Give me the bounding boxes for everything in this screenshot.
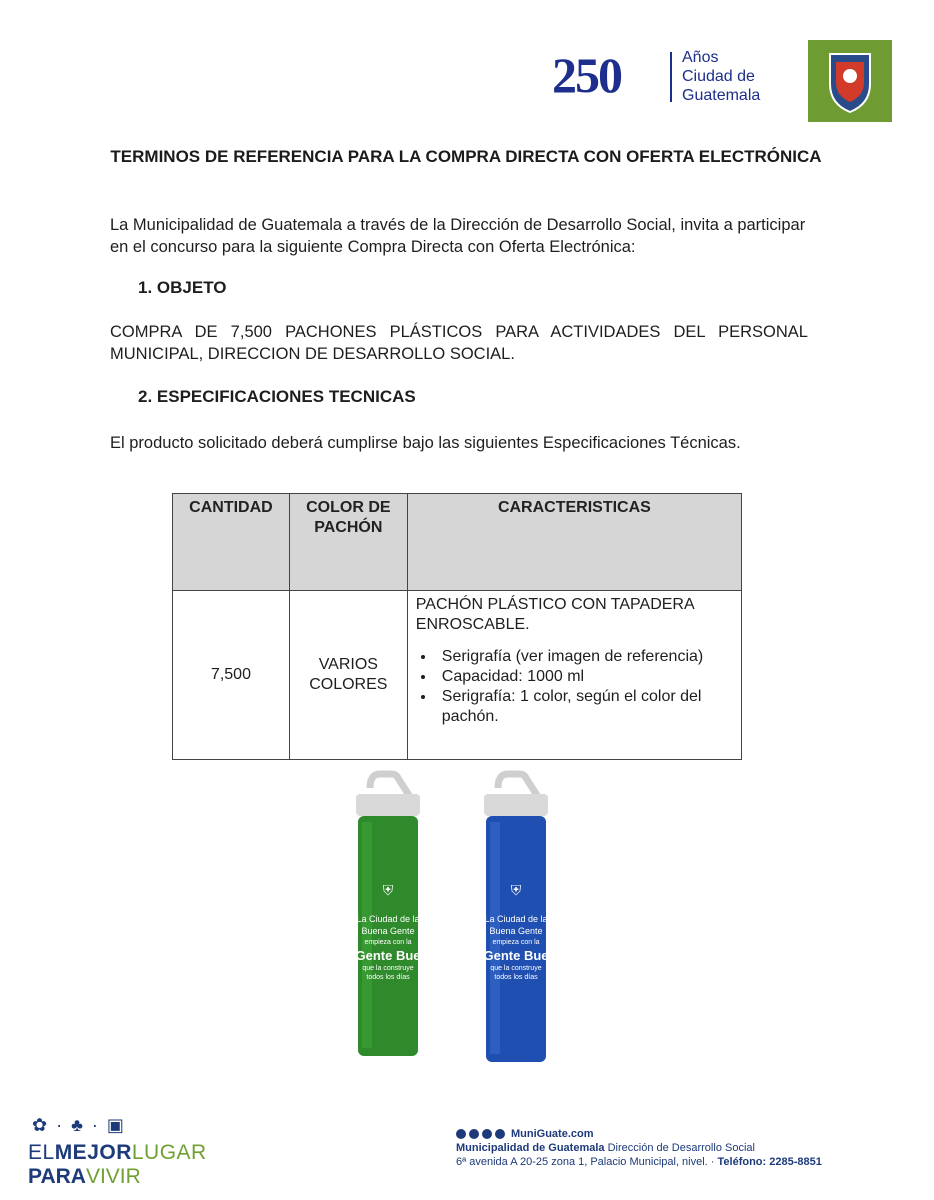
cell-cantidad: 7,500	[173, 591, 290, 760]
footer-slogan	[28, 1115, 248, 1195]
svg-text:que la construye: que la construye	[490, 965, 542, 972]
municipal-crest-logo	[808, 40, 892, 122]
logo-number: 250	[552, 47, 621, 103]
instagram-icon	[482, 1129, 492, 1139]
slogan-line-1: ELMEJORLUGAR	[28, 1141, 207, 1164]
svg-text:empieza con la: empieza con la	[492, 939, 540, 946]
header-color: COLOR DE PACHÓN	[289, 494, 407, 591]
svg-text:⛨: ⛨	[382, 882, 394, 898]
green-bottle	[355, 774, 420, 1056]
section-objeto-body: COMPRA DE 7,500 PACHONES PLÁSTICOS PARA ACTIVIDADES DEL PERSONAL MUNICIPAL, DIRECCION DE DESARROLLO SOCIAL.	[110, 323, 808, 363]
list-item: • Serigrafía: 1 color, según el color del pachón.	[436, 687, 733, 727]
intro-paragraph: La Municipalidad de Guatemala a través de la Dirección de Desarrollo Social, invita a participar en el concurso para la siguiente Compra Directa con Oferta Electrónica:	[110, 216, 806, 256]
footer-address-line: 6ª avenida A 20-25 zona 1, Palacio Municipal, nivel. · Teléfono: 2285-8851	[456, 1156, 822, 1168]
svg-text:La Ciudad de la: La Ciudad de la	[356, 914, 420, 924]
footer-org-line: Municipalidad de Guatemala Dirección de Desarrollo Social	[456, 1142, 755, 1154]
table-row	[173, 591, 742, 760]
product-description: PACHÓN PLÁSTICO CON TAPADERA ENROSCABLE.	[415, 596, 694, 633]
document-title: TERMINOS DE REFERENCIA PARA LA COMPRA DIRECTA CON OFERTA ELECTRÓNICA	[110, 147, 822, 166]
list-item: • Capacidad: 1000 ml	[436, 667, 733, 687]
svg-text:Gente Bue: Gente Bue	[483, 948, 549, 963]
svg-text:La Ciudad de la: La Ciudad de la	[484, 914, 548, 924]
logo-text: Años Ciudad de Guatemala	[682, 49, 761, 104]
cell-caracteristicas	[407, 591, 741, 760]
footer-contact	[456, 1127, 876, 1187]
section-specs-heading: 2. ESPECIFICACIONES TECNICAS	[138, 387, 416, 406]
facebook-icon	[456, 1129, 466, 1139]
section-objeto-heading: 1. OBJETO	[138, 278, 227, 297]
header-caracteristicas: CARACTERISTICAS	[407, 494, 741, 591]
svg-text:Buena Gente: Buena Gente	[361, 926, 415, 936]
reference-bottles-image	[340, 770, 580, 1070]
cell-color: VARIOS COLORES	[289, 591, 407, 760]
social-handle-text: MuniGuate.com	[511, 1128, 594, 1140]
svg-text:Gente Bue: Gente Bue	[355, 948, 421, 963]
svg-text:todos los días: todos los días	[366, 974, 410, 981]
blue-bottle	[483, 774, 548, 1062]
svg-text:que la construye: que la construye	[362, 965, 414, 972]
feature-list	[416, 647, 733, 727]
list-item: • Serigrafía (ver imagen de referencia)	[436, 647, 733, 667]
logo-divider	[670, 52, 672, 102]
table-header-row	[173, 494, 742, 591]
youtube-icon	[495, 1129, 505, 1139]
svg-text:todos los días: todos los días	[494, 974, 538, 981]
section-specs-body: El producto solicitado deberá cumplirse bajo las siguientes Especificaciones Técnicas.	[110, 434, 741, 452]
svg-text:⛨: ⛨	[510, 882, 522, 898]
twitter-icon	[469, 1129, 479, 1139]
svg-text:Buena Gente: Buena Gente	[489, 926, 543, 936]
header-cantidad: CANTIDAD	[173, 494, 290, 591]
slogan-icons: ✿ · ♣ · ▣	[32, 1115, 126, 1135]
anniversary-logo	[552, 44, 802, 114]
social-handle	[456, 1127, 876, 1141]
svg-text:empieza con la: empieza con la	[364, 939, 412, 946]
specifications-table	[172, 493, 742, 760]
slogan-line-2: PARAVIVIR	[28, 1165, 141, 1188]
